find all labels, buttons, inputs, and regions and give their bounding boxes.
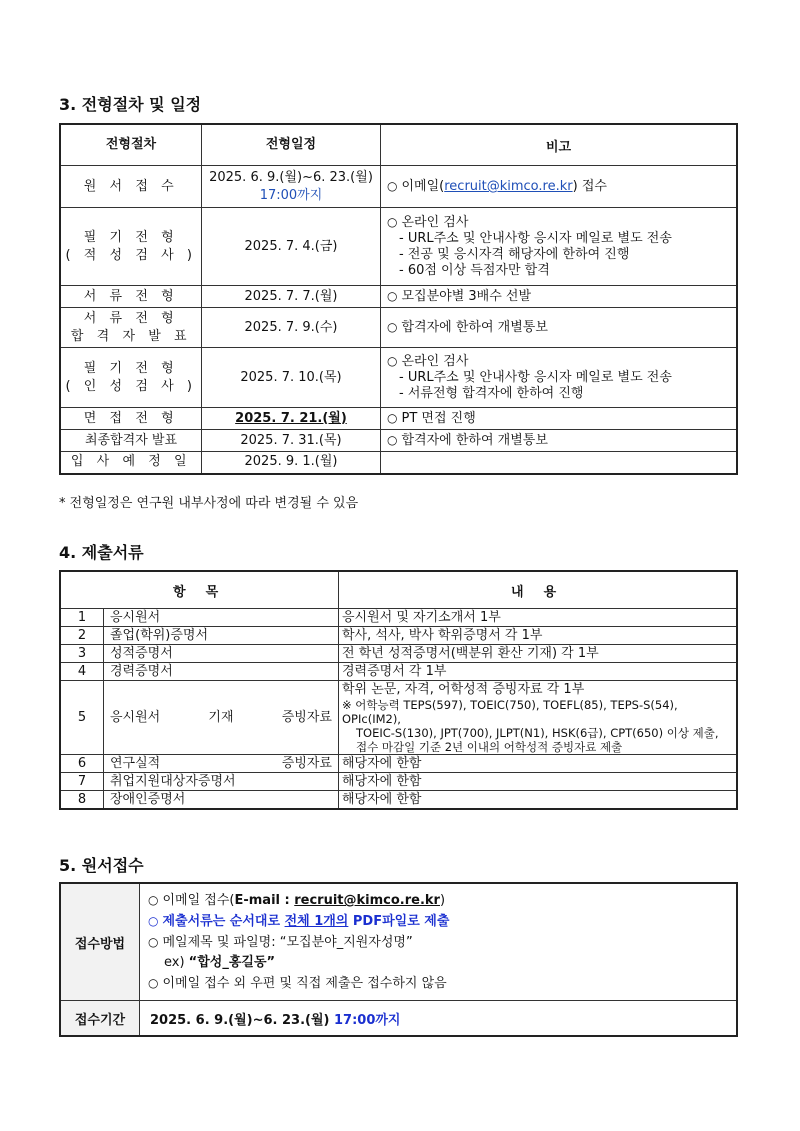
content-cell: 경력증명서 각 1부 [339,663,738,681]
step-sub-text: ( 인 성 검 사 ) [65,378,197,394]
note-text: PT 면접 진행 [401,411,476,426]
note-sub-text: - 서류전형 합격자에 한하여 진행 [399,386,584,401]
section3-title: 3. 전형절차 및 일정 [59,95,202,114]
table-row [60,645,737,663]
note-cell [381,430,738,452]
application-table [59,882,738,1037]
period-row [60,1001,737,1037]
item-cell: 졸업(학위)증명서 [104,627,339,645]
step-cell [60,348,202,408]
note-text: 모집분야별 3배수 선발 [401,289,532,304]
method-line-email [148,890,728,911]
table-row [60,791,737,810]
section4-title: 4. 제출서류 [59,543,144,562]
item-cell: 취업지원대상자증명서 [104,773,339,791]
language-note: ※ 어학능력 TEPS(597), TOEIC(750), TOEFL(85), TEPS-S(54), OPIc(IM2), [342,698,678,726]
note-text: 합격자에 한하여 개별통보 [401,433,548,448]
step-text: 필 기 전 형 [83,360,179,376]
email-link[interactable]: recruit@kimco.re.kr [444,179,573,194]
item-cell: 장애인증명서 [104,791,339,810]
note-text: 온라인 검사 [401,354,469,369]
date-cell: 2025. 7. 21.(월) [202,408,381,430]
content-cell: 해당자에 한함 [339,755,738,773]
content-cell: 전 학년 성적증명서(백분위 환산 기재) 각 1부 [339,645,738,663]
period-cell [140,1001,738,1037]
table-row [60,286,737,308]
bullet-icon: ○ [148,893,159,907]
table-row [60,208,737,286]
table-row [60,609,737,627]
note-cell [381,286,738,308]
step-cell: 입 사 예 정 일 [60,452,202,474]
date-cell: 2025. 7. 7.(월) [202,286,381,308]
item-cell: 성적증명서 [104,645,339,663]
method-text: ex) [164,955,189,970]
schedule-table [59,123,738,475]
date-cell: 2025. 7. 4.(금) [202,208,381,286]
note-sub-text: - 전공 및 응시자격 해당자에 한하여 진행 [399,247,630,262]
bullet-icon: ○ [148,914,159,928]
row-number: 2 [60,627,104,645]
table-row [60,755,737,773]
method-line-example [148,953,728,973]
bullet-icon: ○ [148,976,159,990]
table-row [60,452,737,474]
item-cell: 경력증명서 [104,663,339,681]
method-cell [140,883,738,1001]
step-cell [60,308,202,348]
date-cell: 2025. 9. 1.(월) [202,452,381,474]
method-text: 이메일 접수 외 우편 및 직접 제출은 접수하지 않음 [162,976,447,991]
table-row [60,627,737,645]
language-note: 접수 마감일 기준 2년 이내의 어학성적 증빙자료 제출 [356,740,623,754]
row-number: 1 [60,609,104,627]
bullet-icon: ○ [387,411,398,425]
period-text: 2025. 6. 9.(월)~6. 23.(월) [150,1012,334,1028]
bullet-icon: ○ [387,354,398,368]
step-cell: 원 서 접 수 [60,166,202,208]
date-cell: 2025. 7. 31.(목) [202,430,381,452]
note-text: 온라인 검사 [401,215,469,230]
table-row [60,663,737,681]
header-note: 비고 [381,124,738,166]
step-sub-text: ( 적 성 검 사 ) [65,247,197,263]
step-sub-text: 합 격 자 발 표 [70,328,192,344]
method-highlight-text: 제출서류는 순서대로 [162,914,285,929]
note-cell [381,408,738,430]
note-text: 합격자에 한하여 개별통보 [401,320,548,335]
bullet-icon: ○ [387,433,398,447]
content-cell: 해당자에 한함 [339,773,738,791]
note-text: 이메일( [401,179,445,194]
table-row [60,430,737,452]
row-number: 3 [60,645,104,663]
step-text: 서 류 전 형 [83,310,179,326]
table-row [60,773,737,791]
schedule-footnote: * 전형일정은 연구원 내부사정에 따라 변경될 수 있음 [59,496,359,511]
method-text: ) [439,893,446,908]
note-cell [381,452,738,474]
method-line-notice [148,973,728,994]
content-cell: 학사, 석사, 박사 학위증명서 각 1부 [339,627,738,645]
method-text: 이메일 접수( [162,893,235,908]
email-link[interactable]: recruit@kimco.re.kr [294,893,440,908]
table-row [60,408,737,430]
bullet-icon: ○ [387,289,398,303]
section5-title: 5. 원서접수 [59,856,144,875]
date-cell: 2025. 7. 10.(목) [202,348,381,408]
method-bold-text: E-mail : [234,893,295,908]
deadline-time: 17:00까지 [259,187,323,203]
header-step: 전형절차 [60,124,202,166]
period-time: 17:00까지 [333,1012,401,1028]
header-content: 내 용 [339,571,738,609]
bullet-icon: ○ [148,935,159,949]
row-number: 4 [60,663,104,681]
row-number: 5 [60,681,104,755]
table-row [60,348,737,408]
method-text: 메일제목 및 파일명: “모집분야_지원자성명” [162,935,413,950]
documents-table [59,570,738,810]
method-row [60,883,737,1001]
method-line-pdf [148,911,728,932]
table-row [60,681,737,755]
note-cell [381,208,738,286]
table-row [60,166,737,208]
item-cell: 연구실적 증빙자료 [104,755,339,773]
item-cell: 응시원서 [104,609,339,627]
step-cell: 최종합격자 발표 [60,430,202,452]
item-cell: 응시원서 기재 증빙자료 [104,681,339,755]
row-number: 6 [60,755,104,773]
bullet-icon: ○ [387,179,398,193]
content-text: 학위 논문, 자격, 어학성적 증빙자료 각 1부 [342,682,585,697]
content-cell: 해당자에 한함 [339,791,738,810]
row-number: 7 [60,773,104,791]
table-row [60,308,737,348]
bullet-icon: ○ [387,320,398,334]
note-cell [381,166,738,208]
method-label: 접수방법 [60,883,140,1001]
language-note: TOEIC-S(130), JPT(700), JLPT(N1), HSK(6급), CPT(650) 이상 제출, [356,726,719,740]
step-cell [60,208,202,286]
method-highlight-text: PDF파일로 제출 [348,914,450,929]
note-sub-text: - URL주소 및 안내사항 응시자 메일로 별도 전송 [399,370,672,385]
table-header-row [60,571,737,609]
step-cell: 면 접 전 형 [60,408,202,430]
note-text: ) 접수 [572,179,607,194]
content-cell [339,681,738,755]
step-text: 필 기 전 형 [83,229,179,245]
date-cell: 2025. 7. 9.(수) [202,308,381,348]
method-highlight-text: 전체 1개의 [284,914,349,929]
date-cell [202,166,381,208]
header-date: 전형일정 [202,124,381,166]
date-text: 2025. 6. 9.(월)~6. 23.(월) [209,169,373,185]
header-item: 항 목 [60,571,339,609]
note-sub-text: - URL주소 및 안내사항 응시자 메일로 별도 전송 [399,231,672,246]
note-cell [381,348,738,408]
method-bold-text: “합성_홍길동” [188,955,276,970]
bullet-icon: ○ [387,215,398,229]
note-cell [381,308,738,348]
table-header-row [60,124,737,166]
method-line-filename [148,932,728,953]
period-label: 접수기간 [60,1001,140,1037]
row-number: 8 [60,791,104,810]
content-cell: 응시원서 및 자기소개서 1부 [339,609,738,627]
note-sub-text: - 60점 이상 득점자만 합격 [399,263,550,278]
step-cell: 서 류 전 형 [60,286,202,308]
